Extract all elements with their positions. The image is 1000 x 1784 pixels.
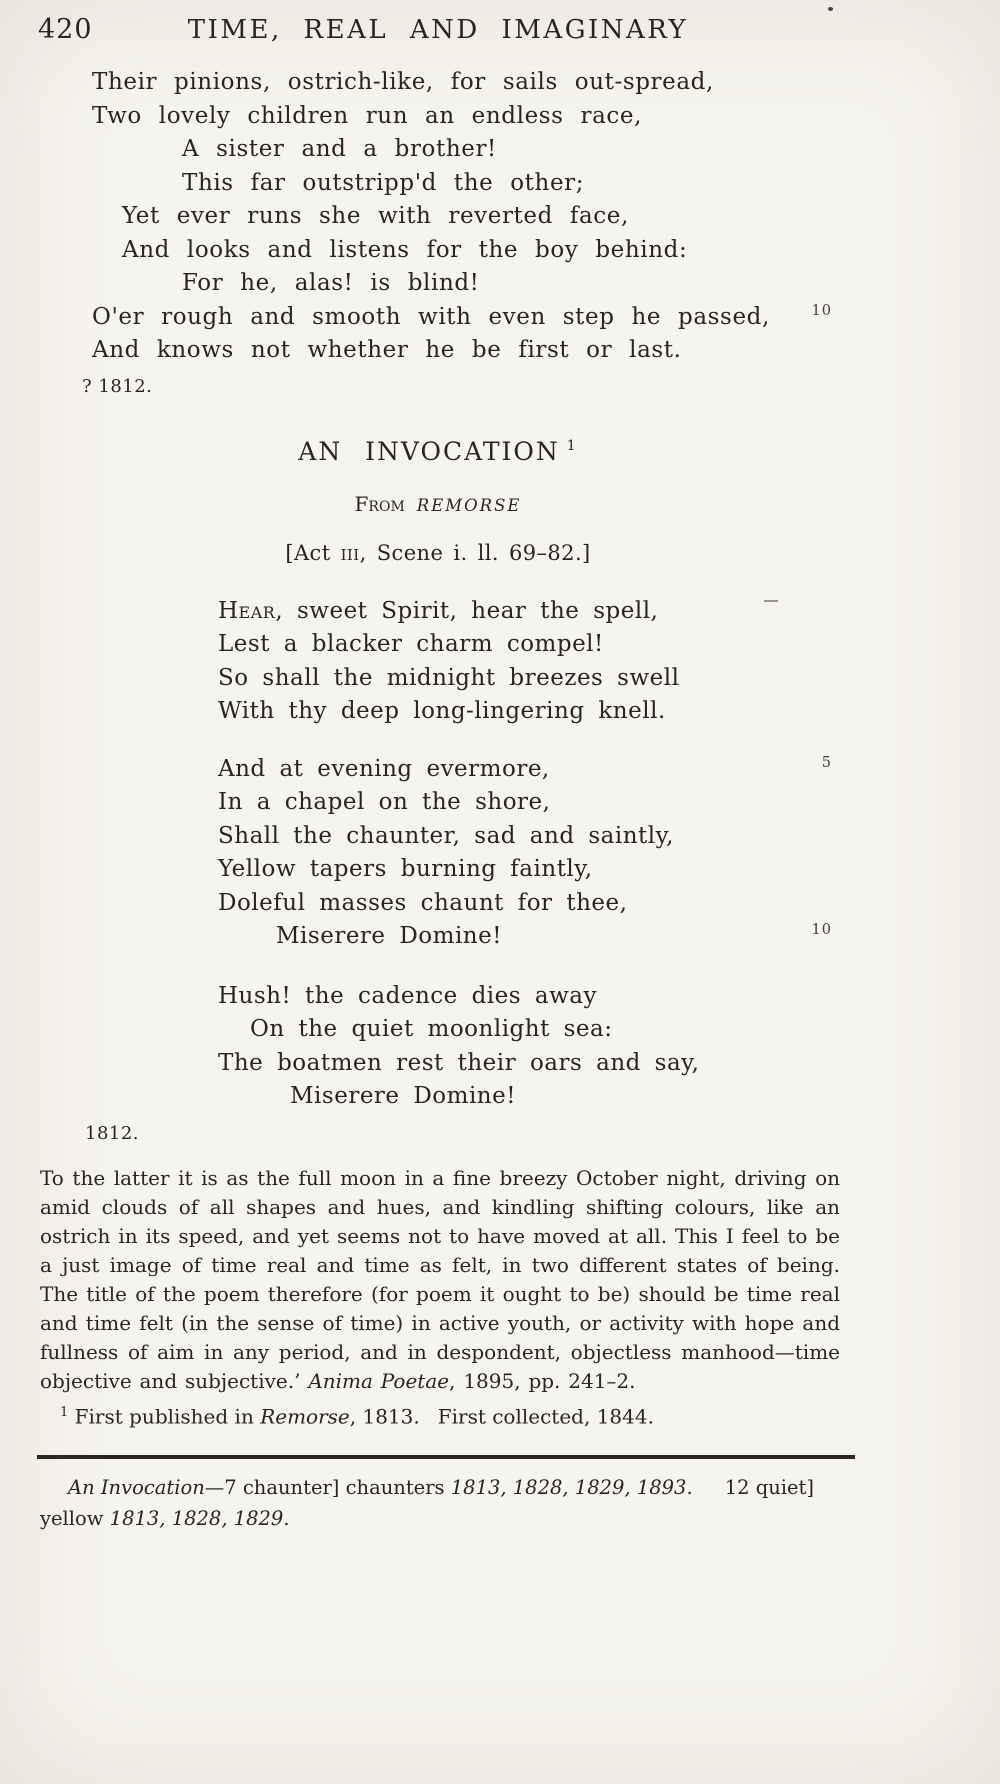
poem-line-text: On the quiet moonlight sea: (250, 1016, 613, 1042)
poem-line (218, 628, 834, 662)
poem-title-text: AN INVOCATION (298, 436, 560, 466)
poem-line-text: O'er rough and smooth with even step he passed, (92, 303, 770, 330)
poem-line-text: Miserere Domine! (290, 1083, 516, 1109)
poem-line (92, 167, 834, 201)
poem-line-text: Their pinions, ostrich-like, for sails out-spread, (92, 69, 714, 95)
poem-line-text: And at evening evermore, (218, 755, 550, 782)
poem-line-text: In a chapel on the shore, (218, 789, 551, 815)
poem-line-text: Doleful masses chaunt for thee, (218, 889, 628, 916)
source-line (0, 492, 876, 516)
poem-line (92, 267, 834, 301)
apparatus-years: 1813, 1828, 1829. (109, 1507, 290, 1531)
invocation-stanza-2 (218, 753, 834, 954)
page-header (0, 0, 1000, 45)
cited-work-title: Anima Poetae (308, 1368, 450, 1393)
poem-line-text: And looks and listens for the boy behind: (122, 236, 688, 263)
poem-line-text: Yet ever runs she with reverted face, (122, 203, 629, 229)
apparatus-criticus (40, 1472, 840, 1534)
line-number: 5 (821, 754, 832, 771)
editor-note-text: To the latter it is as the full moon in a fine breezy October night, driving on amid clouds of all shapes and hues, and kindling shifting colours, like an ostrich in its speed, and yet seems not to have moved at all. This I feel to be a just image of time real and time as felt, in two different states of being. The title of the poem therefore (for poem it ought to be) should be time real and time felt (in the sense of time) in active youth, or activity with hope and fullness of aim in any period, and in despondent, objectless manhood—time objective and subjective.’ (40, 1165, 840, 1393)
poem-date: 1812. (85, 1122, 140, 1144)
apparatus-lemma-2: 12 quiet] (724, 1476, 814, 1500)
poem-line-text: And knows not whether he be first or last. (92, 337, 682, 363)
poem-line (218, 695, 834, 729)
cited-work-title: Remorse (260, 1404, 350, 1429)
poem-line (218, 820, 834, 854)
editor-note (40, 1164, 840, 1396)
poem-line-text: So shall the midnight breezes swell (218, 664, 680, 691)
footnote-text: First published in (74, 1404, 261, 1429)
poem-line-text: Yellow tapers burning faintly, (218, 856, 593, 882)
poem-line-text: For he, alas! is blind! (182, 270, 480, 296)
footnote-text: , 1813. (349, 1404, 420, 1429)
invocation-stanza-3 (218, 980, 834, 1114)
poem-line (218, 595, 834, 629)
poem-line (218, 853, 834, 887)
editor-note-tail: , 1895, pp. 241–2. (449, 1368, 636, 1393)
poem-line (218, 662, 834, 696)
running-title: TIME, REAL AND IMAGINARY (187, 15, 689, 45)
apparatus-years: 1813, 1828, 1829, 1893. (450, 1476, 693, 1500)
poem-line-text: With thy deep long-lingering knell. (218, 698, 666, 724)
apparatus-line (40, 1472, 840, 1503)
work-title: REMORSE (416, 495, 522, 515)
page-number: 420 (38, 14, 93, 45)
poem-line-text: Two lovely children run an endless race, (92, 102, 643, 129)
poem-time-real-and-imaginary (92, 66, 834, 368)
poem-line (218, 1013, 834, 1047)
poem-line (218, 786, 834, 820)
footnote-text: First collected, 1844. (437, 1404, 654, 1429)
poem-line-text: Hush! the cadence dies away (218, 982, 597, 1009)
poem-line (218, 1047, 834, 1081)
poem-line-text: , sweet Spirit, hear the spell, (275, 597, 659, 624)
line-number: 10 (811, 302, 832, 319)
poem-line (92, 200, 834, 234)
invocation-stanza-1 (218, 595, 834, 729)
poem-line-text: The boatmen rest their oars and say, (218, 1049, 700, 1076)
small-caps-lead: Hear (218, 597, 276, 624)
poem-line (218, 920, 834, 954)
act-prefix: [Act (285, 540, 341, 565)
poem-line (218, 1080, 834, 1114)
footnote (40, 1398, 840, 1432)
poem-line-text: Miserere Domine! (276, 923, 502, 949)
poem-line-text: This far outstripp'd the other; (182, 169, 585, 196)
divider-rule (37, 1455, 855, 1459)
footnote-marker: 1 (60, 1404, 69, 1420)
poem-line-text: Lest a blacker charm compel! (218, 631, 604, 657)
act-scene-line (0, 541, 876, 565)
poem-line (92, 301, 834, 335)
apparatus-reading: yellow (40, 1507, 110, 1531)
from-label: From (354, 491, 405, 516)
poem-line (92, 133, 834, 167)
poem-line (92, 234, 834, 268)
apparatus-line (40, 1503, 840, 1534)
poem-line (92, 100, 834, 134)
apparatus-reading: —7 chaunter] chaunters (204, 1476, 451, 1500)
apparatus-title: An Invocation (68, 1476, 205, 1500)
poem-line (92, 66, 834, 100)
line-number: 10 (811, 922, 832, 938)
poem-line-text: Shall the chaunter, sad and saintly, (218, 822, 674, 849)
poem-line (218, 753, 834, 787)
poem-line-text: A sister and a brother! (182, 136, 497, 162)
act-numeral: iii (340, 540, 360, 565)
poem-line (218, 980, 834, 1014)
poem-line (92, 334, 834, 368)
act-suffix: , Scene i. ll. 69–82.] (359, 540, 591, 565)
poem-date: ? 1812. (82, 375, 153, 397)
footnote-marker: 1 (566, 438, 578, 455)
invocation-heading (0, 437, 876, 565)
poem-title (0, 437, 876, 466)
poem-line (218, 887, 834, 921)
